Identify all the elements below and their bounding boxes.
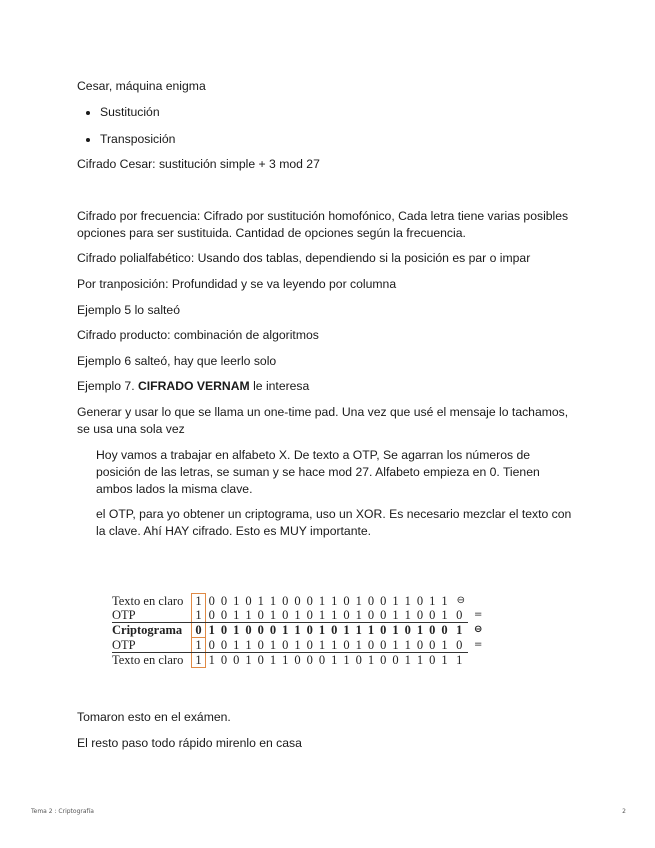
- otp-bit: 1: [208, 653, 215, 668]
- otp-bit: 0: [380, 623, 387, 638]
- otp-bit: 0: [220, 623, 228, 638]
- otp-bit: 1: [318, 593, 326, 608]
- otp-bit: 1: [402, 608, 414, 623]
- otp-bit: 1: [441, 653, 448, 668]
- otp-bit: 1: [416, 653, 424, 668]
- otp-bit: 0: [377, 638, 389, 653]
- otp-bit: 1: [389, 608, 401, 623]
- otp-bit: 1: [230, 638, 242, 653]
- paragraph-producto: Cifrado producto: combinación de algoritmos: [77, 328, 319, 343]
- otp-bit: 0: [245, 623, 252, 638]
- otp-bit: 1: [404, 593, 411, 608]
- otp-bit: 1: [441, 593, 448, 608]
- otp-bit: 0: [304, 638, 316, 653]
- otp-bit: 0: [218, 638, 230, 653]
- otp-bit: 0: [451, 608, 468, 623]
- otp-bit: 0: [294, 653, 301, 668]
- ejemplo7-prefix: Ejemplo 7.: [77, 379, 138, 394]
- otp-bit: 0: [367, 593, 375, 608]
- otp-bit: 0: [377, 608, 389, 623]
- otp-bit: 1: [367, 653, 375, 668]
- otp-bit: 0: [208, 593, 215, 608]
- otp-bit: 1: [233, 593, 240, 608]
- otp-bit: 1: [192, 638, 205, 653]
- otp-bit: 1: [192, 653, 205, 668]
- otp-bit: 0: [318, 653, 326, 668]
- paragraph-generar: Generar y usar lo que se llama un one-time pad. Una vez que usé el mensaje lo tachamos, se usa una sola vez: [77, 404, 569, 436]
- closing-text: [77, 709, 577, 760]
- otp-bit: 0: [306, 623, 313, 638]
- otp-bit: 0: [205, 608, 218, 623]
- otp-bit: 0: [257, 653, 264, 668]
- paragraph-tomaron: Tomaron esto en el exámen.: [77, 710, 231, 724]
- otp-bit: 0: [416, 593, 424, 608]
- paragraph-tranposicion: Por tranposición: Profundidad y se va leyendo por columna: [77, 276, 397, 291]
- otp-row-label: OTP: [112, 608, 192, 623]
- otp-bit: 1: [438, 638, 450, 653]
- otp-bit: 0: [255, 608, 267, 623]
- otp-bit: 1: [316, 608, 328, 623]
- otp-bit: 1: [267, 608, 279, 623]
- otp-bit: 0: [414, 608, 426, 623]
- otp-bit: 0: [220, 593, 228, 608]
- otp-bit: 0: [255, 638, 267, 653]
- otp-bit: 1: [282, 623, 289, 638]
- otp-bit: 0: [218, 608, 230, 623]
- otp-bit: 1: [355, 593, 362, 608]
- otp-bit: 1: [269, 593, 277, 608]
- otp-operator: [468, 653, 485, 668]
- otp-bit: 1: [353, 638, 365, 653]
- otp-bit: 0: [304, 608, 316, 623]
- paragraph-frecuencia: Cifrado por frecuencia: Cifrado por sustitución homofónico, Cada letra tiene varias posibles opciones para ser sustituida. Cantidad de opciones según la frecuencia.: [77, 208, 569, 240]
- otp-operator: ⊖: [473, 624, 483, 635]
- otp-bit: 0: [294, 593, 301, 608]
- bullet-transposicion: • Transposición: [100, 131, 577, 148]
- otp-row: [112, 653, 485, 668]
- otp-bit: 1: [392, 593, 399, 608]
- otp-bit: 0: [429, 653, 436, 668]
- otp-bit: 1: [367, 623, 375, 638]
- paragraph-hoy: Hoy vamos a trabajar en alfabeto X. De texto a OTP, Se agarran los números de posición de las letras, se suman y se hace mod 27. Alfabeto empieza en 0. Tienen ambos lados la misma clave.: [96, 447, 540, 496]
- otp-bit: 0: [441, 623, 448, 638]
- otp-row: [112, 623, 485, 638]
- otp-bit: 1: [291, 638, 303, 653]
- heading-line: Cesar, máquina enigma: [77, 79, 206, 93]
- otp-row-label: Texto en claro: [112, 593, 184, 608]
- otp-row: [112, 638, 485, 653]
- otp-bit: 1: [192, 594, 205, 609]
- otp-bit: 0: [257, 623, 264, 638]
- otp-bit: 0: [340, 608, 352, 623]
- otp-bit: 0: [245, 593, 252, 608]
- otp-bit: 1: [429, 593, 436, 608]
- otp-bit: 1: [389, 638, 401, 653]
- otp-bit: 1: [192, 608, 205, 623]
- otp-bit: 0: [404, 623, 411, 638]
- paragraph-otp: el OTP, para yo obtener un criptograma, uso un XOR. Es necesario mezclar el texto con la clave. Ahí HAY cifrado. Esto es MUY importante.: [96, 507, 572, 539]
- otp-bit: 0: [380, 653, 387, 668]
- otp-bit: 1: [355, 623, 362, 638]
- otp-bit: 1: [456, 623, 463, 638]
- otp-bit: 1: [269, 653, 277, 668]
- otp-bit: 1: [316, 638, 328, 653]
- otp-bit: 1: [233, 623, 240, 638]
- otp-bit: 1: [291, 608, 303, 623]
- otp-bit: 0: [282, 593, 289, 608]
- otp-bit: 0: [220, 653, 228, 668]
- otp-bit: 1: [392, 623, 399, 638]
- otp-bit: 0: [205, 638, 218, 653]
- paragraph-resto: El resto paso todo rápido mirenlo en casa: [77, 735, 302, 750]
- otp-bit: 0: [414, 638, 426, 653]
- paragraph-ejemplo6: Ejemplo 6 salteó, hay que leerlo solo: [77, 353, 277, 368]
- otp-bit: 0: [192, 623, 205, 638]
- otp-bit: 0: [365, 608, 377, 623]
- ejemplo7-bold: CIFRADO VERNAM: [137, 379, 250, 394]
- paragraph-ejemplo5: Ejemplo 5 lo salteó: [77, 302, 180, 317]
- bullet-list: [77, 104, 577, 148]
- otp-bit: 1: [343, 653, 350, 668]
- ejemplo7-suffix: le interesa: [249, 379, 310, 394]
- otp-bit: 1: [404, 653, 411, 668]
- otp-bit: 1: [331, 593, 338, 608]
- otp-xor-table: [112, 593, 485, 668]
- otp-bit: 1: [438, 608, 450, 623]
- otp-bit: 1: [294, 623, 301, 638]
- otp-bit: 0: [233, 653, 240, 668]
- otp-bit: 1: [245, 653, 252, 668]
- otp-bit: 0: [365, 638, 377, 653]
- paragraph-cesar: Cifrado Cesar: sustitución simple + 3 mod 27: [77, 157, 320, 172]
- otp-bit: 1: [242, 638, 254, 653]
- paragraph-polialfabetico: Cifrado polialfabético: Usando dos tablas, dependiendo si la posición es par o impar: [77, 251, 531, 266]
- otp-bit: 0: [429, 623, 436, 638]
- otp-bit: 1: [267, 638, 279, 653]
- otp-bit: 1: [328, 638, 340, 653]
- otp-bit: 1: [416, 623, 424, 638]
- otp-row-label: Criptograma: [112, 623, 183, 638]
- otp-xor-figure: [112, 593, 485, 668]
- otp-row-label: OTP: [112, 638, 192, 653]
- otp-bit: 1: [242, 608, 254, 623]
- otp-bit: 0: [380, 593, 387, 608]
- otp-bit: 0: [279, 608, 291, 623]
- otp-bit: 1: [402, 638, 414, 653]
- otp-bit: 0: [426, 638, 438, 653]
- bullet-sustitucion: • Sustitución: [100, 104, 577, 121]
- otp-bit: 1: [230, 608, 242, 623]
- otp-bit: 1: [208, 623, 215, 638]
- otp-bit: 0: [269, 623, 277, 638]
- otp-bit: 1: [282, 653, 289, 668]
- otp-bit: 0: [306, 653, 313, 668]
- otp-bit: 1: [331, 653, 338, 668]
- otp-bit: 0: [331, 623, 338, 638]
- otp-bit: 0: [340, 638, 352, 653]
- otp-bit: 1: [318, 623, 326, 638]
- otp-bit: 1: [257, 593, 264, 608]
- otp-operator: =: [473, 609, 483, 621]
- otp-bit: 0: [343, 593, 350, 608]
- otp-bit: 1: [456, 653, 463, 668]
- otp-bit: 0: [355, 653, 362, 668]
- footer-page-number: 2: [622, 808, 626, 815]
- spacer: [77, 182, 577, 208]
- otp-operator: =: [473, 639, 483, 650]
- otp-bit: 0: [451, 638, 468, 653]
- otp-row: [112, 594, 485, 609]
- otp-bit: 1: [343, 623, 350, 638]
- otp-operator: ⊖: [456, 594, 465, 606]
- paragraph-ejemplo7: [77, 378, 577, 395]
- footer-title: Tema 2 : Criptografía: [31, 808, 94, 815]
- otp-bit: 0: [306, 593, 313, 608]
- otp-bit: 0: [279, 638, 291, 653]
- otp-bit: 1: [328, 608, 340, 623]
- otp-bit: 0: [426, 608, 438, 623]
- body-text: [77, 78, 577, 549]
- otp-bit: 0: [392, 653, 399, 668]
- otp-bit: 1: [353, 608, 365, 623]
- otp-row: [112, 608, 485, 623]
- otp-row-label: Texto en claro: [112, 653, 184, 668]
